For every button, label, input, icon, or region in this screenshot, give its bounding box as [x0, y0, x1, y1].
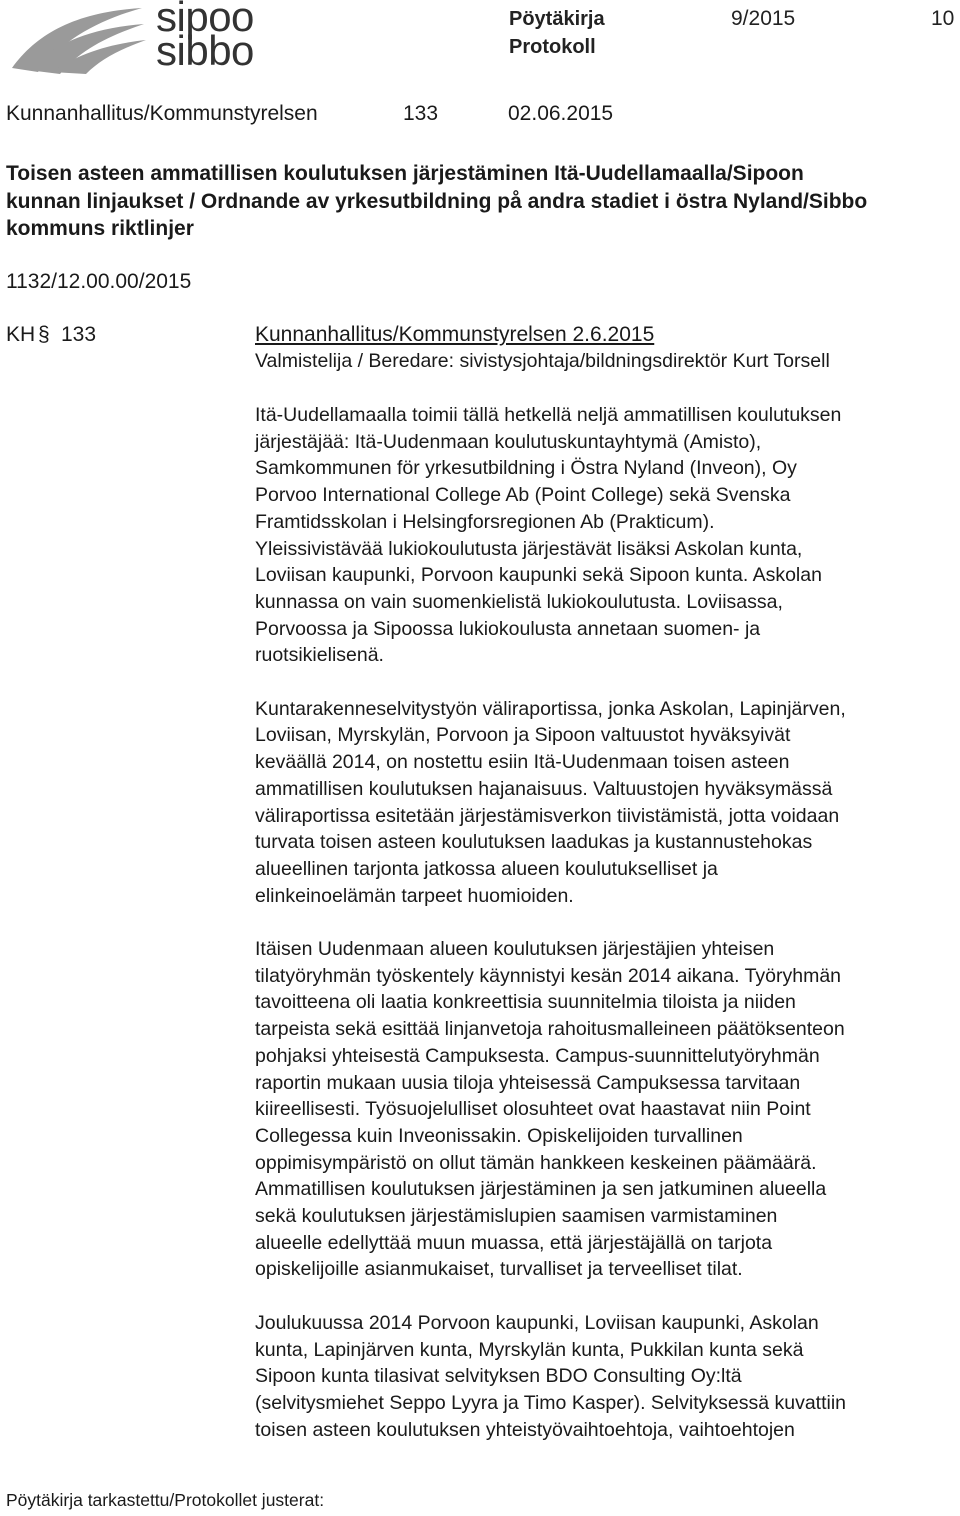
- text-line: kunta, Lapinjärven kunta, Myrskylän kunta, Pukkilan kunta sekä: [255, 1338, 804, 1361]
- text-line: Itä-Uudellamaalla toimii tällä hetkellä neljä ammatillisen koulutuksen: [255, 404, 842, 426]
- text-line: Loviisan kaupunki, Porvoon kaupunki sekä Sipoon kunta. Askolan: [255, 564, 822, 587]
- footer-approval: Pöytäkirja tarkastettu/Protokollet justerat:: [6, 1490, 325, 1510]
- doc-type-fi: Pöytäkirja: [509, 8, 605, 30]
- text-line: Sipoon kunta tilasivat selvityksen BDO Consulting Oy:ltä: [255, 1365, 742, 1388]
- text-line: tilatyöryhmän työskentely käynnistyi kesän 2014 aikana. Työryhmän: [255, 964, 842, 987]
- text-line: Itäisen Uudenmaan alueen koulutuksen järjestäjien yhteisen: [255, 938, 775, 961]
- document-title: [6, 160, 956, 243]
- text-line: Collegessa kuin Inveonissakin. Opiskelijoiden turvallinen: [255, 1124, 743, 1147]
- paragraph: [255, 696, 960, 910]
- item-number: 133: [61, 323, 97, 346]
- text-line: alueelle edellyttää muun muassa, että järjestäjällä on tarjota: [255, 1231, 773, 1254]
- title-line: kunnan linjaukset / Ordnande av yrkesutbildning på andra stadiet i östra Nyland/Sibbo: [6, 189, 868, 213]
- text-line: alueellinen tarjonta jatkossa alueen koulutukselliset ja: [255, 857, 718, 880]
- case-number: 1132/12.00.00/2015: [6, 270, 192, 293]
- text-line: Loviisan, Myrskylän, Porvoon ja Sipoon valtuustot hyväksyivät: [255, 724, 791, 747]
- text-line: Kuntarakenneselvitystyön väliraportissa, jonka Askolan, Lapinjärven,: [255, 697, 846, 720]
- paragraph: [255, 402, 960, 669]
- text-line: keväällä 2014, on nostettu esiin Itä-Uudenmaan toisen asteen: [255, 751, 790, 774]
- text-line: toisen asteen koulutuksen yhteistyövaihtoehtoja, vaihtoehtojen: [255, 1418, 795, 1441]
- text-line: väliraportissa esitetään järjestämisverkon tiivistämistä, jotta voidaan: [255, 804, 840, 827]
- preparer-line: Valmistelija / Beredare: sivistysjohtaja/bildningsdirektör Kurt Torsell: [255, 350, 830, 372]
- logo-line-sibbo: sibbo: [156, 27, 254, 74]
- text-line: tavoitteena oli laatia konkreettisia suunnitelmia tiloista ja niiden: [255, 991, 796, 1014]
- text-line: sekä koulutuksen järjestämislupien saamisen varmistaminen: [255, 1205, 778, 1228]
- page-number: 10: [931, 7, 955, 30]
- text-line: ruotsikielisenä.: [255, 644, 384, 667]
- title-line: kommuns riktlinjer: [6, 217, 194, 240]
- text-line: pohjaksi yhteisestä Campuksesta. Campus-suunnittelutyöryhmän: [255, 1044, 820, 1067]
- meeting-date: 02.06.2015: [508, 102, 614, 125]
- issue-number: 9/2015: [731, 7, 796, 30]
- text-line: tarpeista sekä esittää linjanvetoja rahoitusmalleineen päätöksenteon: [255, 1018, 845, 1041]
- meeting-body: Kunnanhallitus/Kommunstyrelsen: [6, 102, 318, 125]
- item-code: KH: [6, 323, 36, 346]
- text-line: opiskelijoille asianmukaiset, turvalliset ja terveelliset tilat.: [255, 1258, 743, 1281]
- paragraph: [255, 1310, 960, 1444]
- doc-type-sv: Protokoll: [509, 36, 596, 58]
- text-line: elinkeinoelämän tarpeet huomioiden.: [255, 884, 574, 907]
- paragraph: [255, 936, 960, 1283]
- title-line: Toisen asteen ammatillisen koulutuksen järjestäminen Itä-Uudellamaalla/Sipoon: [6, 162, 804, 185]
- logo-swoosh-icon: [8, 2, 148, 76]
- logo-wordmark: [156, 0, 254, 74]
- logo-line-sipoo: sipoo: [156, 0, 254, 40]
- meeting-section: 133: [403, 102, 439, 125]
- text-line: Yleissivistävää lukiokoulutusta järjestävät lisäksi Askolan kunta,: [255, 537, 803, 560]
- text-line: oppimisympäristö on ollut tämän hankkeen keskeinen päämäärä.: [255, 1151, 817, 1174]
- text-line: ammatillisen koulutuksen hajanaisuus. Valtuustojen hyväksymässä: [255, 777, 833, 800]
- text-line: Samkommunen för yrkesutbildning i Östra Nyland (Inveon), Oy: [255, 457, 797, 480]
- meeting-link[interactable]: Kunnanhallitus/Kommunstyrelsen 2.6.2015: [255, 323, 655, 346]
- text-line: Framtidsskolan i Helsingforsregionen Ab (Prakticum).: [255, 510, 715, 533]
- text-line: Porvoo International College Ab (Point College) sekä Svenska: [255, 484, 791, 507]
- section-mark: §: [38, 323, 50, 346]
- text-line: kunnassa on vain suomenkielistä lukiokoulutusta. Loviisassa,: [255, 590, 783, 613]
- text-line: raportin mukaan uusia tiloja yhteisessä Campuksessa tarvitaan: [255, 1071, 801, 1094]
- text-line: Porvoossa ja Sipoossa lukiokoulusta annetaan suomen- ja: [255, 617, 761, 640]
- text-line: kiireellisesti. Työsuojelulliset olosuhteet ovat haastavat niin Point: [255, 1098, 811, 1121]
- text-line: Ammatillisen koulutuksen järjestäminen ja sen jatkuminen alueella: [255, 1178, 827, 1201]
- text-line: (selvitysmiehet Seppo Lyyra ja Timo Kasper). Selvityksessä kuvattiin: [255, 1391, 847, 1414]
- body-text: [255, 402, 960, 1470]
- text-line: Joulukuussa 2014 Porvoon kaupunki, Loviisan kaupunki, Askolan: [255, 1311, 819, 1334]
- text-line: järjestäjää: Itä-Uudenmaan koulutuskuntayhtymä (Amisto),: [255, 430, 762, 453]
- sipoo-sibbo-logo: [8, 0, 268, 78]
- text-line: turvata toisen asteen koulutuksen laadukas ja kustannustehokas: [255, 831, 813, 854]
